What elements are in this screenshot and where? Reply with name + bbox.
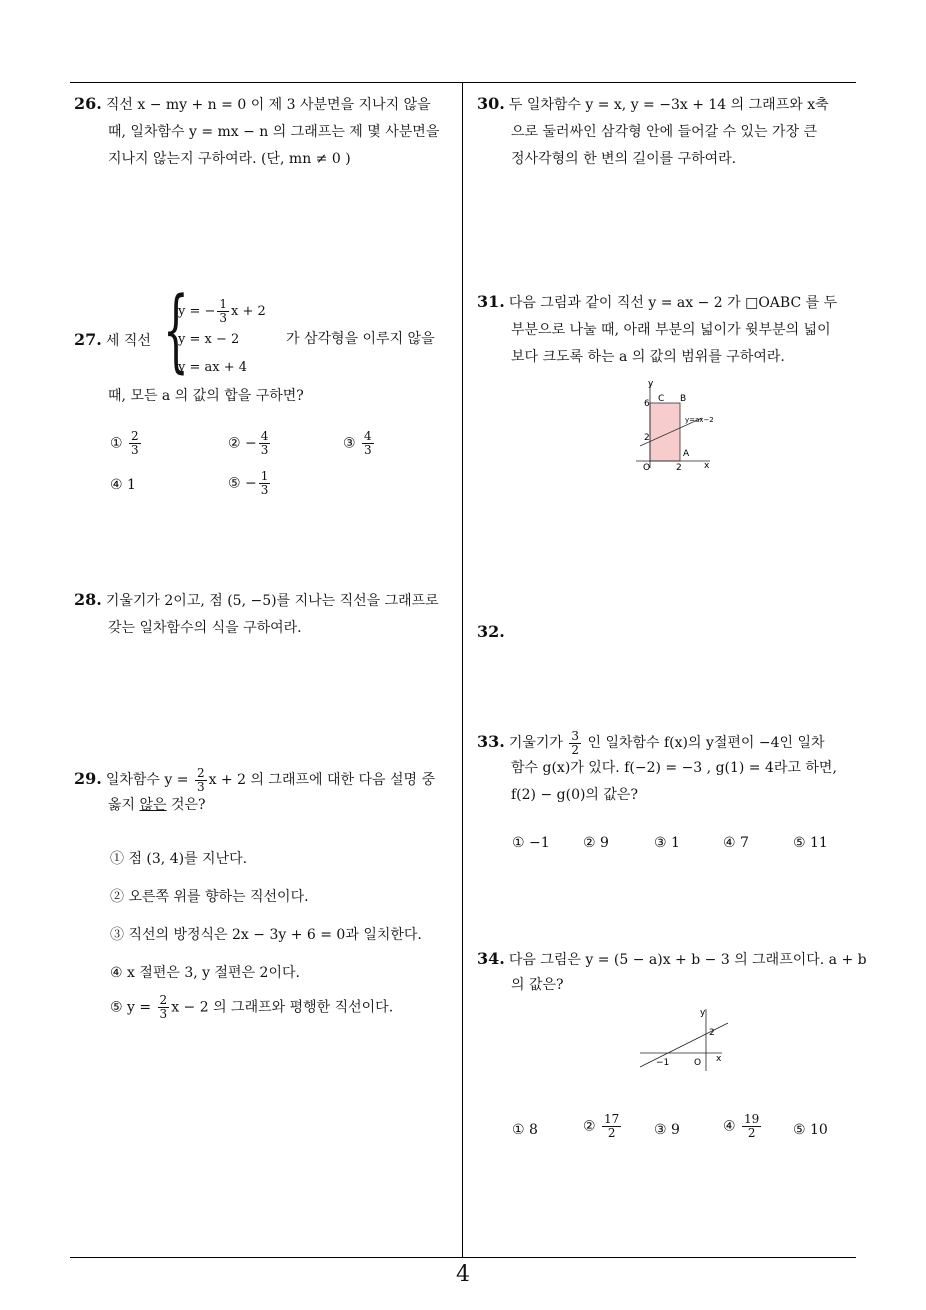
choice-5[interactable]: ⑤ y = $\frac{2}{3}$ x − 2 의 그래프와 평행한 직선이다. xyxy=(110,993,394,1021)
fraction: $\frac{2}{3}$ xyxy=(196,765,205,794)
fraction: $\frac{1}{3}$ xyxy=(219,297,228,325)
problem-text: 두 일차함수 y = x, y = −3x + 14 의 그래프와 x축 xyxy=(508,97,829,113)
problem-text: 다음 그림은 y = (5 − a)x + b − 3 의 그래프이다. a + b xyxy=(508,952,867,968)
equation: y = x − 2 xyxy=(178,332,240,347)
problem-number: 28. xyxy=(74,590,102,609)
page-number: 4 xyxy=(456,1262,470,1287)
problem-text: 때, 모든 a 의 값의 합을 구하면? xyxy=(108,388,304,404)
equation-system xyxy=(178,298,266,382)
problem-text: 으로 둘러싸인 삼각형 안에 들어갈 수 있는 가장 큰 xyxy=(511,124,818,140)
bottom-rule xyxy=(70,1257,856,1258)
problem-text: f(2) − g(0)의 값은? xyxy=(511,787,638,803)
choice-1[interactable]: ① 8 xyxy=(512,1122,538,1138)
choice-1[interactable]: ① $\frac{2}{3}$ xyxy=(110,429,139,457)
tick-minus-1: −1 xyxy=(656,1058,670,1068)
choice-1[interactable]: ① 점 (3, 4)를 지난다. xyxy=(110,851,248,867)
choice-5[interactable]: ⑤ − $\frac{1}{3}$ xyxy=(228,469,269,497)
choice-2[interactable]: ② 9 xyxy=(583,835,609,851)
rectangle-oabc xyxy=(650,403,680,461)
equation: y = ax + 4 xyxy=(178,360,248,375)
problem-number: 26. xyxy=(74,94,102,113)
label-b: B xyxy=(680,394,687,404)
choice-3[interactable]: ③ $\frac{4}{3}$ xyxy=(343,429,372,457)
label-o: O xyxy=(643,463,651,473)
problem-number: 33. xyxy=(477,732,505,751)
label-y: y xyxy=(700,1008,706,1018)
problem-number: 30. xyxy=(477,94,505,113)
problem-30 xyxy=(477,90,857,173)
problem-text: 가 삼각형을 이루지 않을 xyxy=(286,331,435,347)
fraction: $\frac{3}{2}$ xyxy=(571,728,580,757)
problem-text: 보다 크도록 하는 a 의 값의 범위를 구하여라. xyxy=(511,349,785,365)
problem-text: 지나지 않는지 구하여라. (단, mn ≠ 0 ) xyxy=(108,151,351,167)
choice-3[interactable]: ③ 9 xyxy=(654,1122,680,1138)
choice-4[interactable]: ④ $\frac{19}{2}$ xyxy=(723,1112,760,1140)
problem-number: 34. xyxy=(477,949,505,968)
graph-line xyxy=(640,1023,728,1067)
choice-1[interactable]: ① −1 xyxy=(512,835,550,851)
label-x: x xyxy=(704,461,710,471)
choice-4[interactable]: ④ 7 xyxy=(723,835,749,851)
label-y: y xyxy=(648,379,654,389)
label-a: A xyxy=(683,449,690,459)
problem-number: 31. xyxy=(477,292,505,311)
problem-number: 32. xyxy=(477,622,505,641)
problem-text: 일차함수 y = xyxy=(105,772,193,788)
system-brace: { xyxy=(163,278,189,383)
problem-text: 의 값은? xyxy=(511,977,564,993)
problem-32 xyxy=(477,618,509,647)
choice-4[interactable]: ④ x 절편은 3, y 절편은 2이다. xyxy=(110,965,300,981)
choice-2[interactable]: ② 오른쪽 위를 향하는 직선이다. xyxy=(110,889,309,905)
label-c: C xyxy=(658,394,665,404)
choice-3[interactable]: ③ 1 xyxy=(654,835,680,851)
problem-number: 29. xyxy=(74,769,102,788)
choice-4[interactable]: ④ 1 xyxy=(110,477,136,493)
choice-5[interactable]: ⑤ 11 xyxy=(793,835,828,851)
problem-text: x + 2 의 그래프에 대한 다음 설명 중 xyxy=(208,772,436,788)
tick-2x: 2 xyxy=(676,463,682,473)
column-divider xyxy=(462,82,463,1258)
problem-text: 때, 일차함수 y = mx − n 의 그래프는 제 몇 사분면을 xyxy=(108,124,440,140)
tick-2y: 2 xyxy=(644,433,650,443)
problem-text: 부분으로 나눌 때, 아래 부분의 넓이가 윗부분의 넓이 xyxy=(511,322,831,338)
choice-2[interactable]: ② $\frac{17}{2}$ xyxy=(583,1112,620,1140)
choice-5[interactable]: ⑤ 10 xyxy=(793,1122,828,1138)
choice-3[interactable]: ③ 직선의 방정식은 2x − 3y + 6 = 0과 일치한다. xyxy=(110,927,422,943)
problem-28 xyxy=(74,586,439,642)
equation: x + 2 xyxy=(231,304,266,319)
label-x: x xyxy=(716,1054,722,1064)
problem-26 xyxy=(74,90,459,173)
problem-text: 정사각형의 한 변의 길이를 구하여라. xyxy=(511,151,737,167)
tick-2: 2 xyxy=(709,1028,715,1038)
figure-rectangle-oabc xyxy=(630,378,720,473)
problem-text: 기울기가 2이고, 점 (5, −5)를 지나는 직선을 그래프로 xyxy=(105,593,439,609)
problem-text: 다음 그림과 같이 직선 y = ax − 2 가 □OABC 를 두 xyxy=(508,295,838,311)
problem-number: 27. xyxy=(74,330,102,349)
tick-6: 6 xyxy=(644,399,650,409)
label-o: O xyxy=(694,1058,702,1068)
problem-text: 갖는 일차함수의 식을 구하여라. xyxy=(108,620,302,636)
equation: y = − xyxy=(178,304,216,319)
problem-text: 세 직선 xyxy=(105,333,151,349)
choice-2[interactable]: ② − $\frac{4}{3}$ xyxy=(228,429,269,457)
top-rule xyxy=(70,82,856,83)
emphasis-underline: 않은 xyxy=(139,797,167,813)
figure-line-graph xyxy=(636,1005,732,1075)
problem-31 xyxy=(477,288,857,371)
problem-text: 직선 x − my + n = 0 이 제 3 사분면을 지나지 않을 xyxy=(105,97,431,113)
line-label: y=ax−2 xyxy=(685,416,714,424)
problem-text: 함수 g(x)가 있다. f(−2) = −3 , g(1) = 4라고 하면, xyxy=(511,760,837,776)
